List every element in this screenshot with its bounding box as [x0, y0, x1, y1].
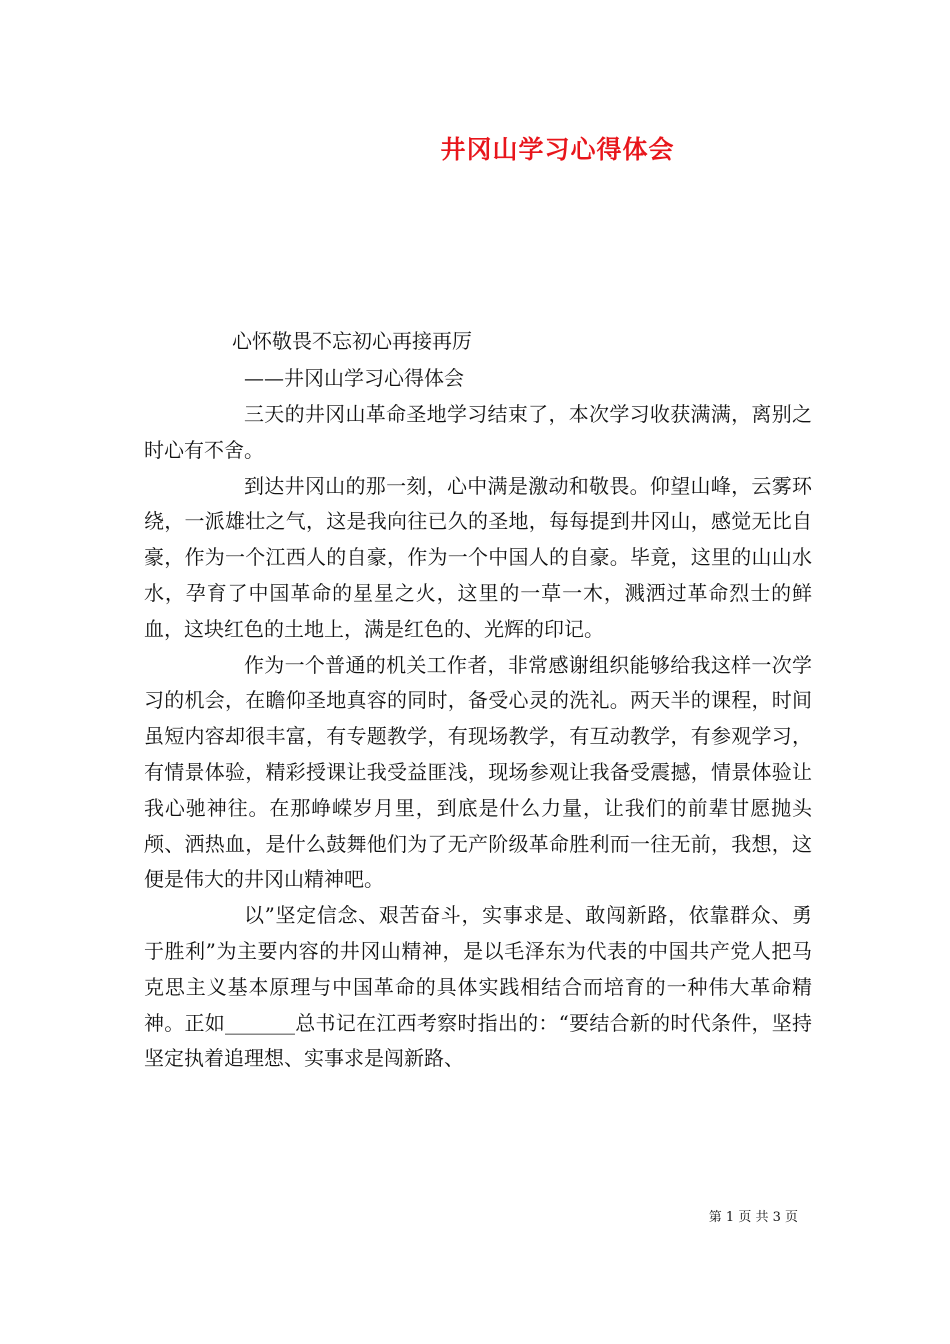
subtitle-sub: ——井冈山学习心得体会: [244, 366, 464, 390]
paragraph-4: 以”坚定信念、艰苦奋斗，实事求是、敢闯新路，依靠群众、勇于胜利”为主要内容的井冈山精神，是以毛泽东为代表的中国共产党人把马克思主义基本原理与中国革命的具体实践相结合而培育的一种伟大革命精神。正如_______总书记在江西考察时指出的：“要结合新的时代条件，坚持坚定执着追理想、实事求是闯新路、: [144, 903, 812, 1071]
paragraph-2: 到达井冈山的那一刻，心中满是激动和敬畏。仰望山峰，云雾环绕，一派雄壮之气，这是我向往已久的圣地，每每提到井冈山，感觉无比自豪，作为一个江西人的自豪，作为一个中国人的自豪。毕竟，这里的山山水水，孕育了中国革命的星星之火，这里的一草一木，溅洒过革命烈士的鲜血，这块红色的土地上，满是红色的、光辉的印记。: [144, 473, 812, 641]
document-title: 井冈山学习心得体会: [440, 135, 675, 164]
paragraph-1: 三天的井冈山革命圣地学习结束了，本次学习收获满满，离别之时心有不舍。: [144, 402, 812, 462]
subtitle-main: 心怀敬畏不忘初心再接再厉: [232, 329, 472, 353]
paragraph-3: 作为一个普通的机关工作者，非常感谢组织能够给我这样一次学习的机会，在瞻仰圣地真容的同时，备受心灵的洗礼。两天半的课程，时间虽短内容却很丰富，有专题教学，有现场教学，有互动教学，有参观学习，有情景体验，精彩授课让我受益匪浅，现场参观让我备受震撼，情景体验让我心驰神往。在那峥嵘岁月里，到底是什么力量，让我们的前辈甘愿抛头颅、洒热血，是什么鼓舞他们为了无产阶级革命胜利而一往无前，我想，这便是伟大的井冈山精神吧。: [144, 652, 812, 892]
page-number: 第 1 页 共 3 页: [708, 1210, 798, 1225]
document-body: [144, 397, 812, 1077]
